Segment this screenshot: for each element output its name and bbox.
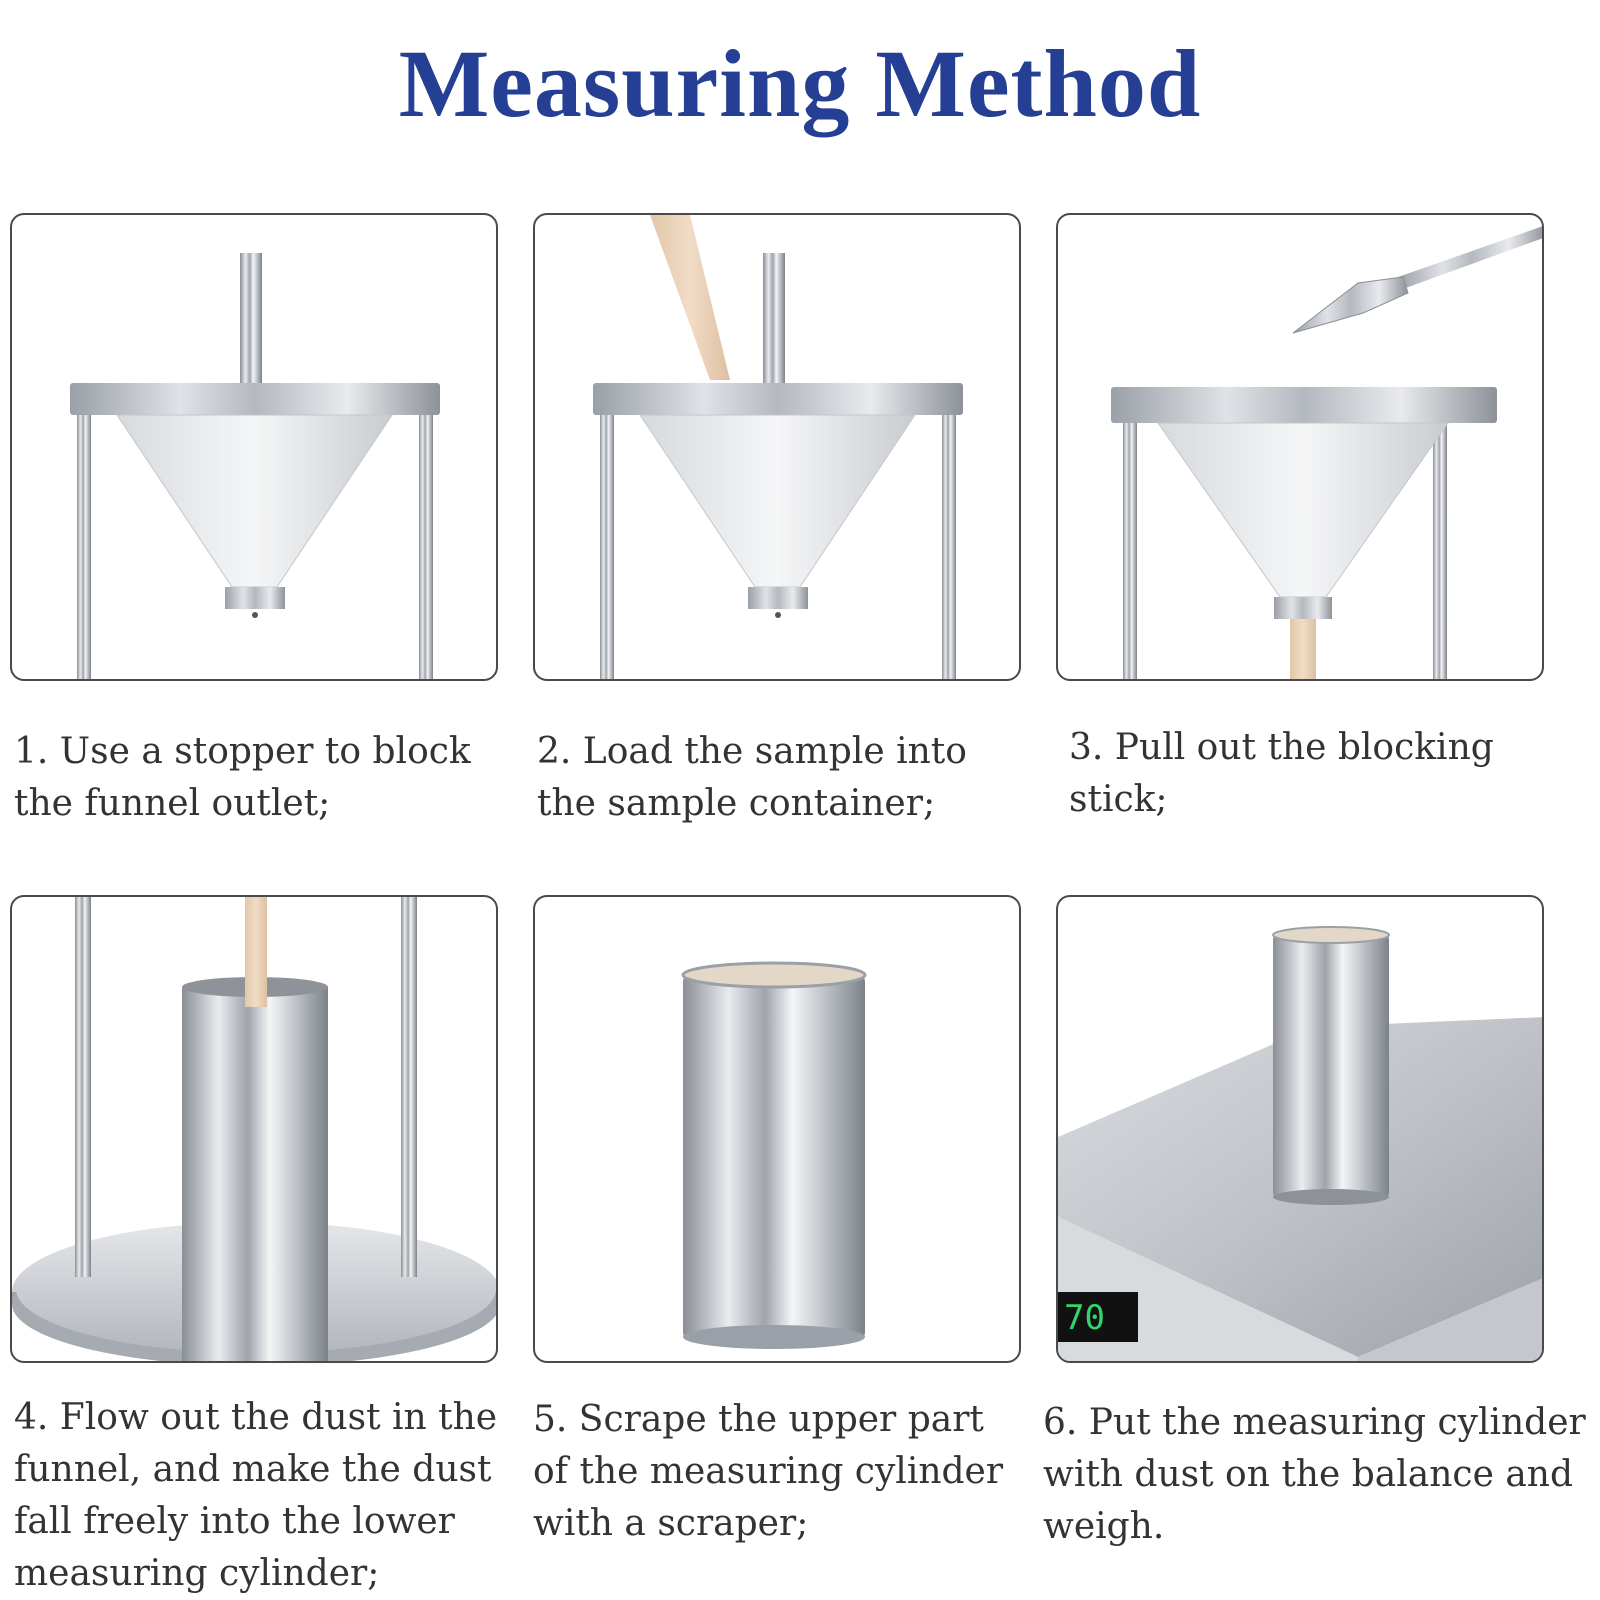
pulling-stick-illustration bbox=[1058, 215, 1544, 681]
step-5-image-panel bbox=[533, 895, 1021, 1363]
step-2-image-panel bbox=[533, 213, 1021, 681]
step-6-caption: 6. Put the measuring cylinder with dust on the balance and weigh. bbox=[1043, 1402, 1586, 1547]
weighing-on-balance-illustration bbox=[1058, 897, 1544, 1363]
step-4-image-panel bbox=[10, 895, 498, 1363]
scale-display-digits: 70 bbox=[1064, 1298, 1105, 1338]
dust-falling-into-cylinder-illustration bbox=[12, 897, 498, 1363]
step-3-caption: 3. Pull out the blocking stick; bbox=[1069, 727, 1494, 820]
step-1-caption: 1. Use a stopper to block the funnel outlet; bbox=[14, 731, 471, 824]
step-4-caption: 4. Flow out the dust in the funnel, and make the dust fall freely into the lower measuring cylinder; bbox=[14, 1397, 498, 1594]
step-5-caption: 5. Scrape the upper part of the measuring cylinder with a scraper; bbox=[533, 1399, 1004, 1544]
loading-sample-illustration bbox=[535, 215, 1021, 681]
funnel-with-stopper-illustration bbox=[12, 215, 498, 681]
step-3-image-panel bbox=[1056, 213, 1544, 681]
step-1-image-panel bbox=[10, 213, 498, 681]
step-6-image-panel bbox=[1056, 895, 1544, 1363]
page-title: Measuring Method bbox=[398, 30, 1202, 137]
filled-measuring-cylinder-illustration bbox=[535, 897, 1021, 1363]
step-2-caption: 2. Load the sample into the sample container; bbox=[537, 731, 967, 824]
